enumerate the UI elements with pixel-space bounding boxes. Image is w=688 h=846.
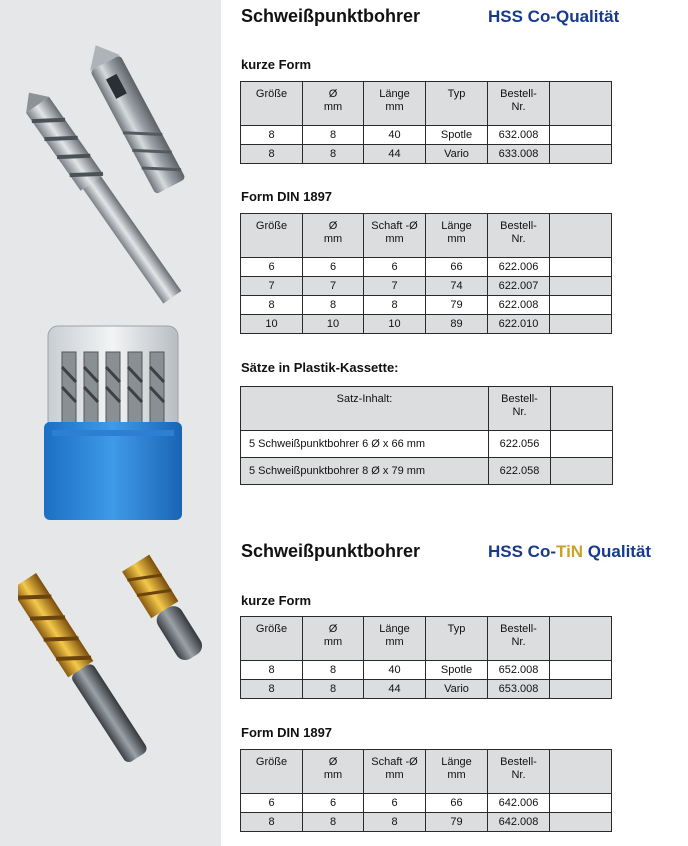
table-cell: 7 — [241, 277, 303, 296]
table-cell: 10 — [303, 315, 364, 334]
table-cell: 633.008 — [488, 145, 550, 164]
table-cell: 5 Schweißpunktbohrer 6 Ø x 66 mm — [241, 431, 489, 458]
table-cell — [550, 296, 612, 315]
section2-din-table — [240, 749, 612, 832]
table-cell: 7 — [364, 277, 426, 296]
table-cell — [550, 661, 612, 680]
product-image-panel — [0, 0, 221, 846]
table-cell: 8 — [303, 680, 364, 699]
section2-din-heading: Form DIN 1897 — [241, 725, 333, 740]
table-header-cell: Bestell- Nr. — [488, 750, 550, 794]
table-header-cell: Größe — [241, 617, 303, 661]
table-cell: 8 — [241, 813, 303, 832]
table-cell — [550, 126, 612, 145]
table-header-row — [241, 82, 612, 126]
section2-quality-post: Qualität — [583, 542, 652, 561]
table-header-cell — [551, 387, 613, 431]
table-cell: 5 Schweißpunktbohrer 8 Ø x 79 mm — [241, 458, 489, 485]
table-cell — [551, 431, 613, 458]
table-row — [241, 813, 612, 832]
table-header-cell: Ø mm — [303, 617, 364, 661]
table-header-cell: Größe — [241, 750, 303, 794]
table-cell: 622.056 — [489, 431, 551, 458]
table-cell: 44 — [364, 680, 426, 699]
plastic-case-image — [44, 322, 182, 522]
table-cell: 652.008 — [488, 661, 550, 680]
table-cell: 8 — [303, 661, 364, 680]
table-header-cell — [550, 214, 612, 258]
table-header-cell: Typ — [426, 82, 488, 126]
table-cell — [550, 794, 612, 813]
table-cell — [550, 315, 612, 334]
table-row — [241, 258, 612, 277]
table-cell: 8 — [364, 296, 426, 315]
section2-quality-pre: HSS Co- — [488, 542, 556, 561]
table-cell: 66 — [426, 794, 488, 813]
table-cell: 6 — [241, 794, 303, 813]
table-cell: 8 — [303, 813, 364, 832]
section1-quality: HSS Co-Qualität — [488, 7, 620, 26]
table-cell: 7 — [303, 277, 364, 296]
section2-title: Schweißpunktbohrer — [241, 541, 421, 561]
hss-co-tin-drills-image — [18, 545, 218, 775]
table-cell — [550, 258, 612, 277]
section1-din-table — [240, 213, 612, 334]
table-cell: 40 — [364, 126, 426, 145]
table-header-cell: Schaft -Ø mm — [364, 750, 426, 794]
table-header-cell: Bestell- Nr. — [489, 387, 551, 431]
table-cell: Vario — [426, 145, 488, 164]
table-header-cell: Typ — [426, 617, 488, 661]
table-cell: 642.008 — [488, 813, 550, 832]
table-cell: 6 — [303, 258, 364, 277]
table-cell: 8 — [303, 126, 364, 145]
table-header-cell — [550, 617, 612, 661]
table-cell: Spotle — [426, 126, 488, 145]
table-cell: Spotle — [426, 661, 488, 680]
section2-quality-tin: TiN — [556, 542, 584, 561]
table-cell: 89 — [426, 315, 488, 334]
table-header-cell: Länge mm — [426, 750, 488, 794]
table-row — [241, 680, 612, 699]
table-cell — [550, 680, 612, 699]
table-cell: 622.006 — [488, 258, 550, 277]
table-row — [241, 794, 612, 813]
table-row — [241, 458, 613, 485]
table-cell: 8 — [241, 126, 303, 145]
table-row — [241, 315, 612, 334]
table-header-row — [241, 750, 612, 794]
table-cell — [551, 458, 613, 485]
table-cell: 6 — [364, 794, 426, 813]
hss-co-drills-image — [20, 28, 220, 313]
table-cell: 6 — [364, 258, 426, 277]
table-cell: 10 — [241, 315, 303, 334]
table-header-cell: Bestell- Nr. — [488, 617, 550, 661]
table-header-cell: Größe — [241, 82, 303, 126]
section2-kurze-form-table — [240, 616, 612, 699]
table-cell: 6 — [241, 258, 303, 277]
table-cell: 40 — [364, 661, 426, 680]
table-header-cell: Ø mm — [303, 214, 364, 258]
table-header-cell: Bestell- Nr. — [488, 214, 550, 258]
section2-kurze-form-heading: kurze Form — [241, 593, 312, 608]
section1-sets-table — [240, 386, 613, 485]
table-row — [241, 126, 612, 145]
table-cell: 622.010 — [488, 315, 550, 334]
table-cell: 642.006 — [488, 794, 550, 813]
table-cell: Vario — [426, 680, 488, 699]
table-cell: 622.058 — [489, 458, 551, 485]
table-cell: 8 — [241, 680, 303, 699]
table-cell: 653.008 — [488, 680, 550, 699]
table-header-cell: Satz-Inhalt: — [241, 387, 489, 431]
table-cell: 10 — [364, 315, 426, 334]
table-cell: 44 — [364, 145, 426, 164]
table-header-row — [241, 617, 612, 661]
table-cell: 79 — [426, 296, 488, 315]
table-cell: 622.007 — [488, 277, 550, 296]
table-header-row — [241, 214, 612, 258]
section1-title: Schweißpunktbohrer — [241, 6, 421, 26]
table-header-cell: Schaft -Ø mm — [364, 214, 426, 258]
table-cell: 74 — [426, 277, 488, 296]
table-header-cell: Bestell- Nr. — [488, 82, 550, 126]
table-cell: 632.008 — [488, 126, 550, 145]
section1-sets-heading: Sätze in Plastik-Kassette: — [241, 360, 399, 375]
table-header-cell: Ø mm — [303, 82, 364, 126]
table-cell: 8 — [364, 813, 426, 832]
table-cell: 8 — [303, 296, 364, 315]
table-row — [241, 277, 612, 296]
table-cell: 8 — [241, 296, 303, 315]
table-row — [241, 431, 613, 458]
table-header-row — [241, 387, 613, 431]
table-row — [241, 296, 612, 315]
table-header-cell — [550, 750, 612, 794]
table-cell: 79 — [426, 813, 488, 832]
table-header-cell — [550, 82, 612, 126]
table-cell: 8 — [303, 145, 364, 164]
table-header-cell: Länge mm — [426, 214, 488, 258]
table-cell — [550, 813, 612, 832]
table-header-cell: Ø mm — [303, 750, 364, 794]
table-header-cell: Größe — [241, 214, 303, 258]
table-row — [241, 145, 612, 164]
table-header-cell: Länge mm — [364, 82, 426, 126]
table-cell: 8 — [241, 145, 303, 164]
section1-kurze-form-heading: kurze Form — [241, 57, 312, 72]
table-cell — [550, 145, 612, 164]
section2-quality — [488, 542, 651, 562]
section1-kurze-form-table — [240, 81, 612, 164]
section1-din-heading: Form DIN 1897 — [241, 189, 333, 204]
table-cell — [550, 277, 612, 296]
table-header-cell: Länge mm — [364, 617, 426, 661]
table-cell: 622.008 — [488, 296, 550, 315]
table-cell: 6 — [303, 794, 364, 813]
table-row — [241, 661, 612, 680]
table-cell: 8 — [241, 661, 303, 680]
table-cell: 66 — [426, 258, 488, 277]
